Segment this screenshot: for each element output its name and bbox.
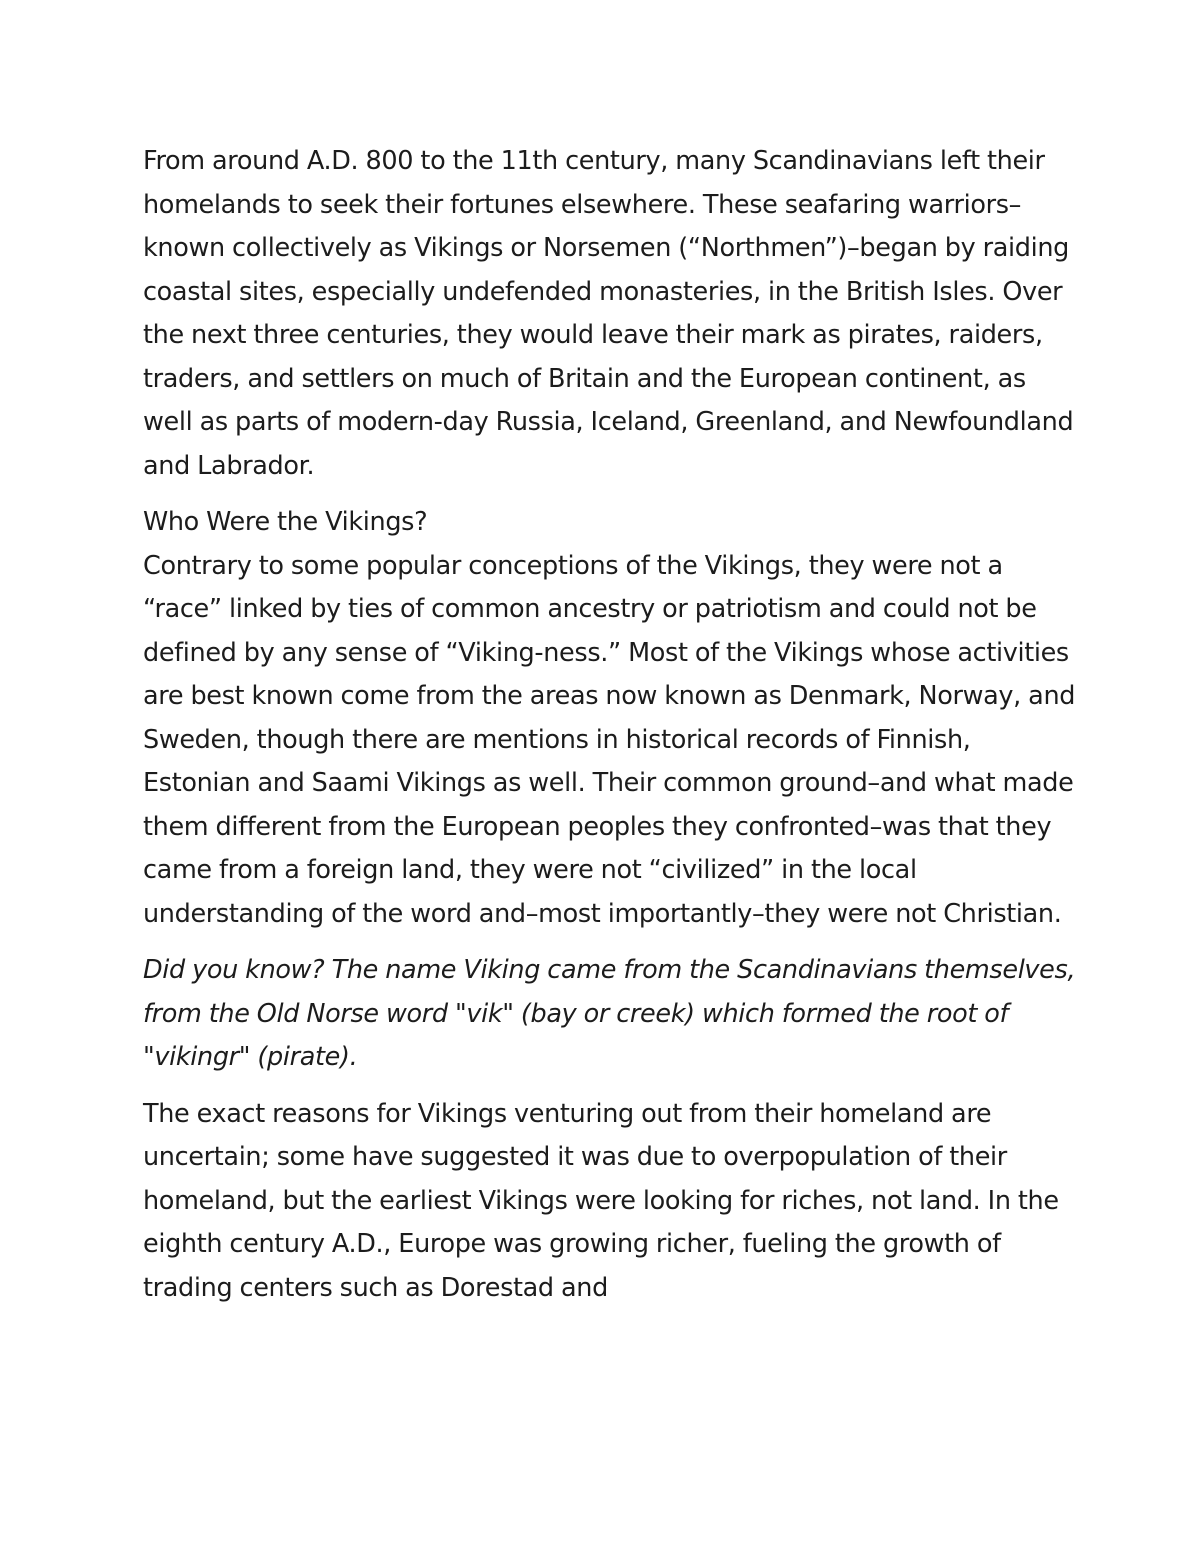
document-body [143,140,1078,1323]
section-heading: Who Were the Vikings? [143,507,428,537]
vikings-definition-paragraph: Contrary to some popular conceptions of the Vikings, they were not a “race” linked by ties of common ancestry or patriotism and could not be defined by any sense of “Viking-ness.” Most of the Vikings whose activities are best known come from the areas now known as Denmark, Norway, and Sweden, though there are mentions in historical records of Finnish, Estonian and Saami Vikings as well. Their common ground–and what made them different from the European peoples they confronted–was that they came from a foreign land, they were not “civilized” in the local understanding of the word and–most importantly–they were not Christian. [143,550,1076,929]
intro-paragraph: From around A.D. 800 to the 11th century, many Scandinavians left their homelands to seek their fortunes elsewhere. These seafaring warriors–known collectively as Vikings or Norsemen (“Northmen”)–began by raiding coastal sites, especially undefended monasteries, in the British Isles. Over the next three centuries, they would leave their mark as pirates, raiders, traders, and settlers on much of Britain and the European continent, as well as parts of modern-day Russia, Iceland, Greenland, and Newfoundland and Labrador. [143,146,1074,481]
did-you-know-paragraph: Did you know? The name Viking came from the Scandinavians themselves, from the Old Norse word "vik" (bay or creek) which formed the root of "vikingr" (pirate). [143,955,1076,1072]
reasons-paragraph: The exact reasons for Vikings venturing out from their homeland are uncertain; some have suggested it was due to overpopulation of their homeland, but the earliest Vikings were looking for riches, not land. In the eighth century A.D., Europe was growing richer, fueling the growth of trading centers such as Dorestad and [143,1098,1059,1303]
